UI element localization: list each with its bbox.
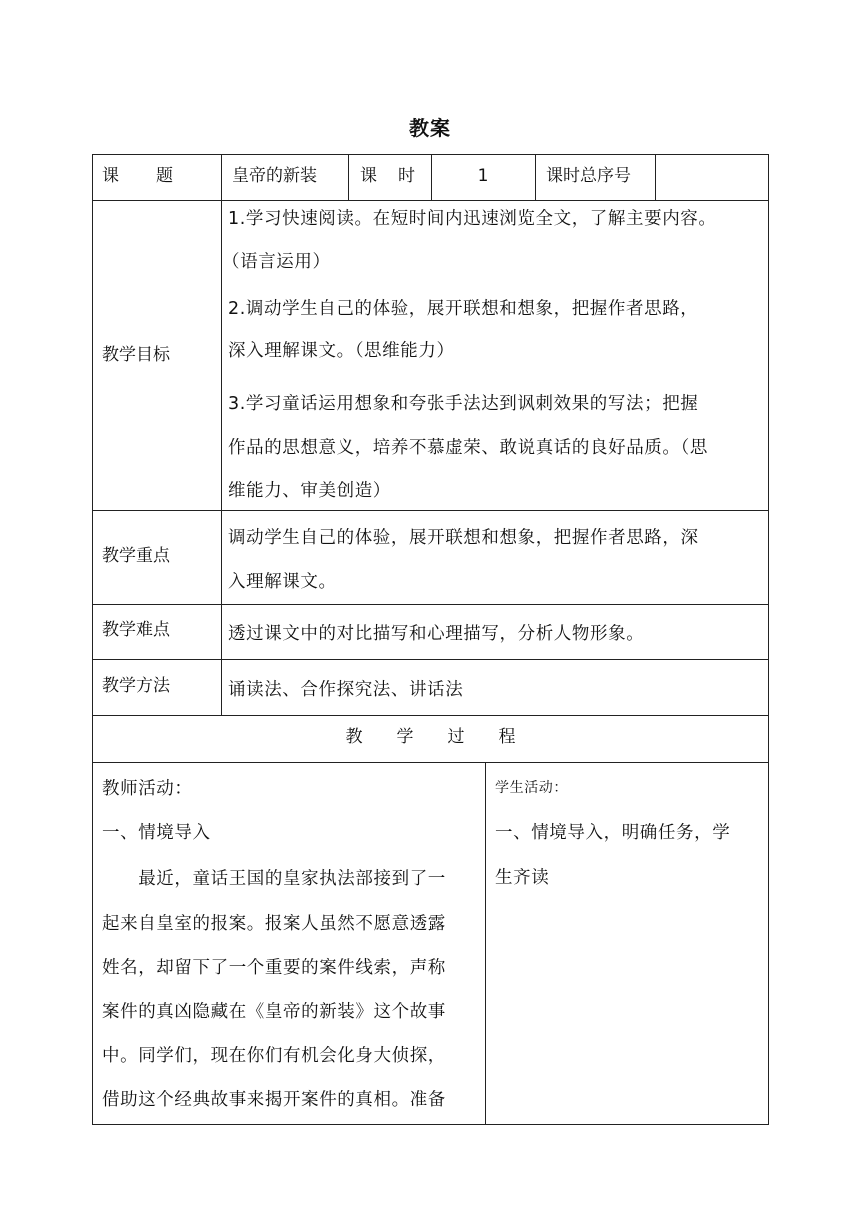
goals-label: 教学目标 bbox=[102, 345, 170, 365]
document-title: 教案 bbox=[409, 116, 451, 140]
teacher-line-5: 中。同学们，现在你们有机会化身大侦探， bbox=[102, 1046, 446, 1066]
goals-line-6: 作品的思想意义，培养不慕虚荣、敢说真话的良好品质。（思 bbox=[228, 438, 708, 458]
methods-text: 诵读法、合作探究法、讲话法 bbox=[228, 680, 464, 700]
student-line-2: 生齐读 bbox=[495, 868, 550, 888]
teacher-line-2: 起来自皇室的报案。报案人虽然不愿意透露 bbox=[102, 914, 446, 934]
goals-line-4: 深入理解课文。（思维能力） bbox=[228, 341, 455, 361]
methods-label: 教学方法 bbox=[102, 676, 170, 696]
goals-line-5: 3.学习童话运用想象和夸张手法达到讽刺效果的写法；把握 bbox=[228, 394, 699, 414]
key-points-label: 教学重点 bbox=[102, 546, 170, 566]
goals-line-3: 2.调动学生自己的体验，展开联想和想象，把握作者思路， bbox=[228, 299, 699, 319]
difficulties-text: 透过课文中的对比描写和心理描写，分析人物形象。 bbox=[228, 624, 645, 644]
teacher-section-title: 一、情境导入 bbox=[102, 823, 211, 843]
goals-line-7: 维能力、审美创造） bbox=[228, 481, 391, 501]
goals-line-1: 1.学习快速阅读。在短时间内迅速浏览全文，了解主要内容。 bbox=[228, 209, 717, 229]
teacher-line-3: 姓名，却留下了一个重要的案件线索，声称 bbox=[102, 958, 446, 978]
student-line-1: 一、情境导入，明确任务，学 bbox=[495, 823, 731, 843]
period-label: 课 时 bbox=[360, 166, 417, 186]
topic-value: 皇帝的新装 bbox=[232, 166, 317, 186]
topic-label: 课 题 bbox=[102, 166, 174, 186]
teacher-activity-label: 教师活动： bbox=[102, 779, 193, 799]
key-points-line-1: 调动学生自己的体验，展开联想和想象，把握作者思路，深 bbox=[228, 528, 699, 548]
key-points-line-2: 入理解课文。 bbox=[228, 572, 337, 592]
difficulties-label: 教学难点 bbox=[102, 620, 170, 640]
student-activity-label: 学生活动： bbox=[495, 780, 568, 796]
sequence-label: 课时总序号 bbox=[546, 166, 631, 186]
goals-line-2: （语言运用） bbox=[222, 252, 331, 272]
teacher-line-1: 最近，童话王国的皇家执法部接到了一 bbox=[102, 869, 446, 889]
teacher-line-6: 借助这个经典故事来揭开案件的真相。准备 bbox=[102, 1090, 446, 1110]
teacher-line-4: 案件的真凶隐藏在《皇帝的新装》这个故事 bbox=[102, 1002, 446, 1022]
process-title: 教 学 过 程 bbox=[345, 727, 516, 747]
period-value: 1 bbox=[477, 166, 489, 186]
